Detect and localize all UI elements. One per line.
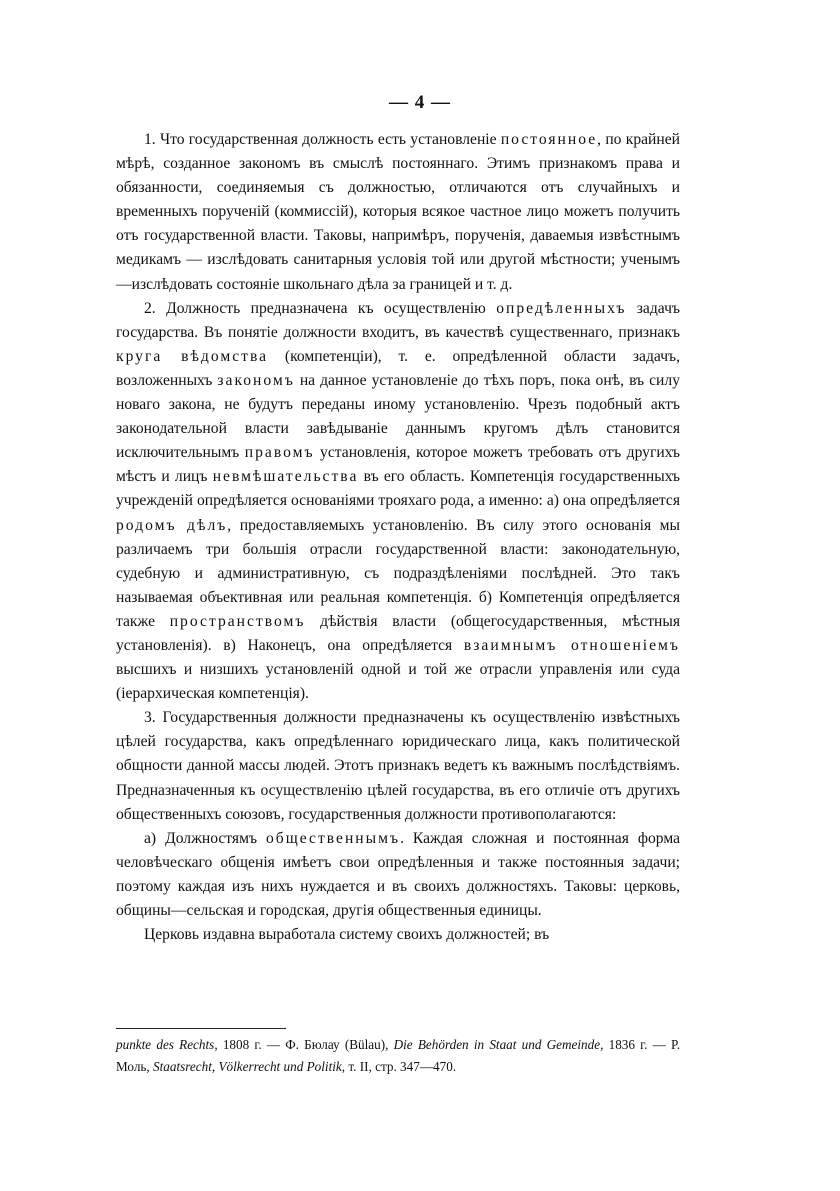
footnote-divider [116, 1028, 286, 1029]
paragraph-4 [116, 827, 680, 923]
paragraph-2-text: высшихъ и низшихъ установленій одной и той же отрасли управленія или суда (іерархическая компетенція). [116, 661, 680, 703]
emphasis-prostranstvom: пространствомъ [169, 612, 306, 630]
emphasis-opredelennykh: опредѣленныхъ [496, 299, 627, 317]
paragraph-1-text-cont: , по крайней мѣрѣ, созданное закономъ въ смыслѣ постояннаго. Этимъ признакомъ права и обязанности, соединяемыя съ должностью, отличаются отъ случайныхъ и временныхъ порученій (коммиссій), которыя всякое частное лицо можетъ получить отъ государственной власти. Таковы, напримѣръ, порученія, даваемыя извѣстнымъ медикамъ — изслѣдовать санитарныя условія той или другой мѣстности; ученымъ—изслѣдовать состояніе школьнаго дѣла за границей и т. д. [116, 131, 681, 293]
emphasis-obshchestvennym: общественнымъ [265, 829, 401, 847]
paragraph-4-text: . Каждая сложная и постоянная форма человѣческаго общенія имѣетъ свои опредѣленныя и также постоянныя задачи; поэтому каждая изъ нихъ нуждается и въ своихъ должностяхъ. Таковы: церковь, общины—сельская и городская, другія общественныя единицы. [116, 829, 681, 919]
page-number: — 4 — [389, 92, 451, 113]
paragraph-1-text: 1. Что государственная должность есть установленіе [144, 131, 501, 148]
body-text [116, 128, 680, 947]
paragraph-2-text: установленія, которое можетъ требовать отъ другихъ мѣстъ и лицъ [116, 444, 680, 486]
footnote-title-1: punkte des Rechts [116, 1037, 215, 1052]
paragraph-2-text: 2. Должность предназначена къ осуществленію [144, 299, 497, 317]
paragraph-4-text: а) Должностямъ [144, 829, 266, 847]
paragraph-2-text: на данное установленіе до тѣхъ поръ, пока онѣ, въ силу новаго закона, не будутъ переданы иному установленію. Чрезъ подобный актъ законодательной власти завѣдываніе даннымъ кругомъ дѣлъ становится исключительнымъ [116, 371, 680, 462]
footnote-text: , 1836 г. — Р. Моль, [116, 1037, 680, 1074]
paragraph-1 [116, 128, 680, 297]
emphasis-zakonom: закономъ [217, 371, 295, 389]
footnote-text: , т. II, стр. 347—470. [341, 1059, 457, 1074]
emphasis-nevmeshatelstva: невмѣшательства [212, 468, 359, 486]
paragraph-3 [116, 706, 680, 826]
emphasis-vzaimnym-otnosheniem: взаимнымъ отношеніемъ [463, 636, 680, 654]
paragraph-2-text: (компетенціи), т. е. опредѣленной области задачъ, возложенныхъ [116, 347, 680, 389]
paragraph-5 [116, 923, 680, 947]
paragraph-5-text: Церковь издавна выработала систему своихъ должностей; въ [144, 926, 550, 944]
footnote-title-3: Staatsrecht, Völkerrecht und Politik [153, 1059, 342, 1074]
footnote-title-2: Die Behörden in Staat und Gemeinde [393, 1037, 601, 1052]
paragraph-3-text: 3. Государственныя должности предназначены къ осуществленію извѣстныхъ цѣлей государства, какъ опредѣленнаго юридическаго лица, какъ политической общности данной массы людей. Этотъ признакъ ведетъ къ важнымъ послѣдствіямъ. Предназначенныя къ осуществленію цѣлей государства, въ его отличіе отъ другихъ общественныхъ союзовъ, государственныя должности противополагаются: [116, 709, 680, 823]
paragraph-2-text: дѣйствія власти (общегосударственныя, мѣстныя установленія). в) Наконецъ, она опредѣляется [116, 612, 681, 654]
paragraph-2-text: задачъ государства. Въ понятіе должности входитъ, въ качествѣ существеннаго, признакъ [116, 299, 680, 341]
emphasis-rodom-del: родомъ дѣлъ [116, 516, 228, 534]
paragraph-2-text: въ его область. Компетенція государственныхъ учрежденій опредѣляется основаніями трояхаго рода, а именно: а) она опредѣляется [116, 468, 680, 510]
paragraph-2 [116, 297, 680, 707]
paragraph-2-text: , предоставляемыхъ установленію. Въ силу этого основанія мы различаемъ три большія отрасли государственной власти: законодательную, судебную и административную, съ подраздѣленіями послѣдней. Это такъ называемая объективная или реальная компетенція. б) Компетенція опредѣляется также [116, 516, 681, 630]
footnote-text: , 1808 г. — Ф. Бюлау (Bülau), [214, 1037, 394, 1052]
footnote [116, 1034, 680, 1078]
emphasis-kruga-vedomstva: круга вѣдомства [116, 347, 269, 365]
emphasis-pravom: правомъ [244, 444, 315, 462]
emphasis-postoyannoe: постоянное [500, 131, 598, 148]
